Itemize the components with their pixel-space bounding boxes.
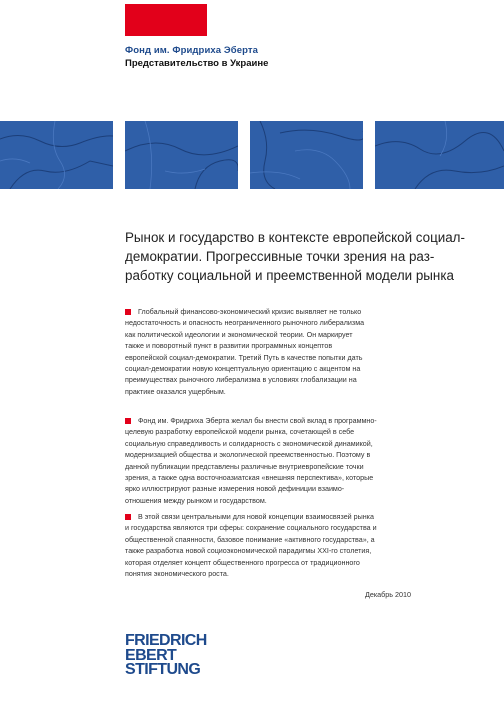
map-tile-3 — [250, 121, 363, 189]
paragraph-line: преимуществах рыночного либерализма в условиях глобализации на — [125, 376, 357, 385]
publication-date: Декабрь 2010 — [364, 590, 411, 599]
publication-title — [125, 228, 495, 285]
paragraph-line: недостаточность и опасность неограниченного рыночного либерализма — [125, 319, 365, 328]
paragraph-line: также и поворотный пункт в развитии программных концептов — [125, 342, 333, 351]
paragraph-line: целевую разработку европейской модели рынка, сочетающей в себе — [125, 428, 355, 437]
logo-line: STIFTUNG — [125, 661, 201, 678]
paragraph-line: В этой связи центральными для новой концепции взаимосвязей рынка — [125, 512, 411, 523]
logo-line: FRIEDRICH — [125, 632, 207, 649]
paragraph-line: отношения между рынком и государством. — [125, 496, 267, 505]
map-tile-1 — [0, 121, 113, 189]
abstract-paragraph-1 — [125, 307, 411, 398]
title-line: работку социальной и преемственной модели рынка — [125, 268, 454, 283]
paragraph-line: которая отделяет концепт общественного прогресса от традиционного — [125, 558, 360, 567]
paragraph-line: европейской социал-демократии. Третий Путь в качестве попытки дать — [125, 353, 363, 362]
red-square-bullet-icon — [125, 514, 131, 520]
paragraph-line: социал-демократии новую концептуальную ориентацию с акцентом на — [125, 365, 361, 374]
map-tile-2 — [125, 121, 238, 189]
paragraph-line: зрения, а также одна восточноазиатская «внешняя перспектива», которые — [125, 474, 374, 483]
fes-logo — [125, 634, 207, 678]
abstract-paragraph-2 — [125, 416, 411, 507]
paragraph-line: практике оказался ущербным. — [125, 387, 226, 396]
red-square-bullet-icon — [125, 418, 131, 424]
paragraph-line: Глобальный финансово-экономический кризис выявляет не только — [125, 307, 411, 318]
paragraph-line: также разработка новой социоэкономической парадигмы XXI-го столетия, — [125, 547, 372, 556]
paragraph-line: ярко иллюстрируют разные измерения новой дефиниции взаимо- — [125, 485, 345, 494]
paragraph-line: как политической идеологии и экономической теории. Он маркирует — [125, 330, 353, 339]
brand-red-bar — [125, 4, 207, 36]
paragraph-line: социальную справедливость и солидарность с экономической динамикой, — [125, 439, 373, 448]
org-name: Фонд им. Фридриха Эберта — [125, 45, 259, 56]
paragraph-line: Фонд им. Фридриха Эберта желал бы внести свой вклад в программно- — [125, 416, 411, 427]
map-tile-4 — [375, 121, 504, 189]
paragraph-line: и государства являются три сферы: сохранение социального государства и — [125, 524, 377, 533]
paragraph-line: модернизацией общества и экологической преемственностью. Поэтому в — [125, 451, 371, 460]
red-square-bullet-icon — [125, 309, 131, 315]
abstract-paragraph-3 — [125, 512, 411, 580]
map-strip — [0, 121, 504, 189]
paragraph-line: общественной спаянности, базовое понимание «активного государства», а — [125, 535, 375, 544]
title-line: демократии. Прогрессивные точки зрения на раз- — [125, 249, 435, 264]
paragraph-line: данной публикации представлены различные внутриевропейские точки — [125, 462, 364, 471]
org-subtitle: Представительство в Украине — [125, 58, 269, 69]
logo-line: EBERT — [125, 646, 177, 664]
paragraph-line: понятия экономического роста. — [125, 570, 229, 579]
title-line: Рынок и государство в контексте европейской социал- — [125, 230, 465, 245]
